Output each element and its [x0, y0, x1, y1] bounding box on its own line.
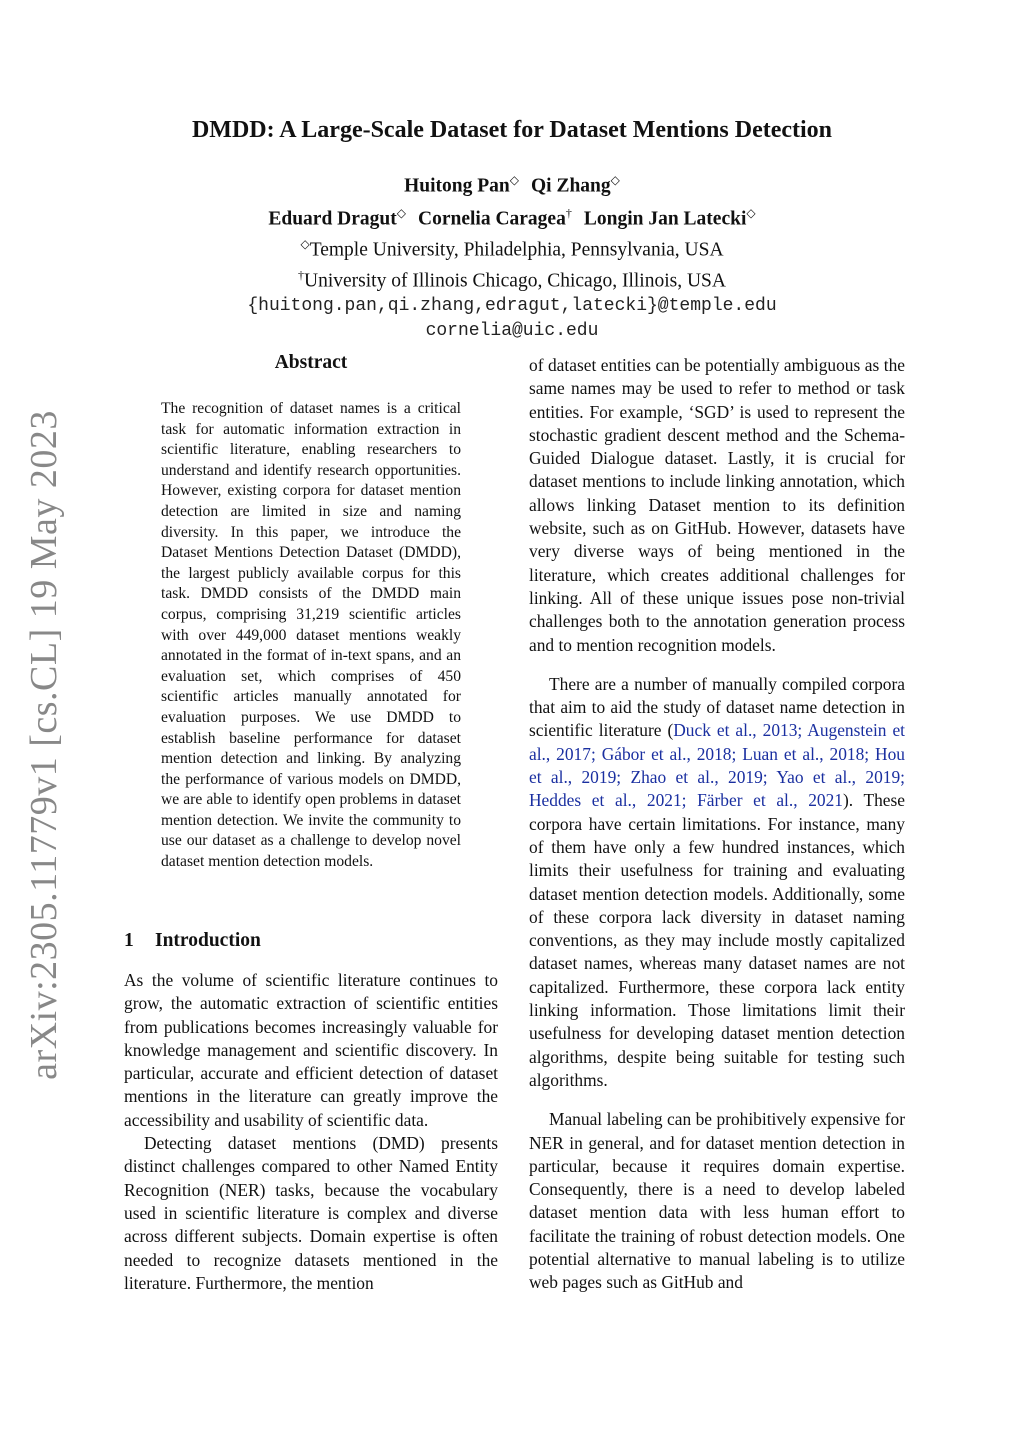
right-column [529, 354, 905, 1295]
author-name: Cornelia Caragea [418, 208, 566, 229]
section-title: Introduction [155, 930, 261, 951]
author-name: Longin Jan Latecki [583, 208, 747, 229]
affiliation-mark: † [298, 268, 305, 282]
citation-links[interactable]: Duck et al., 2013; Augenstein et al., 2017; Gábor et al., 2018; Luan et al., 2018; Hou et al., 2019; Zhao et al., 2019; Yao et al., 2019; Heddes et al., 2021; Färber et al., 2021 [529, 720, 905, 811]
arxiv-identifier-stamp: arXiv:2305.11779v1 [cs.CL] 19 May 2023 [23, 410, 65, 1080]
affiliation-mark: ◇ [396, 205, 406, 220]
author-line-2 [0, 200, 1024, 233]
section-heading-introduction [124, 930, 261, 952]
paragraph-text: ). These corpora have certain limitations. For instance, many of them have only a few hundred instances, which limits their usefulness for training and evaluating dataset mention detection models. Additionally, some of these corpora lack diversity in dataset naming conventions, as they may include mostly capitalized dataset names, whereas many dataset names are not capitalized. Furthermore, these corpora lack entity linking information. Those limitations limit their usefulness for developing dataset mention detection algorithms, despite being suitable for testing such algorithms. [529, 790, 905, 1090]
author-name: Eduard Dragut [268, 208, 397, 229]
email-uic: cornelia@uic.edu [425, 320, 599, 341]
affiliation-text: Temple University, Philadelphia, Pennsylvania, USA [309, 239, 724, 261]
right-paragraph-1: of dataset entities can be potentially ambiguous as the same names may be used to refer to method or task entities. For example, ‘SGD’ is used to represent the stochastic gradient descent method and the Schema-Guided Dialogue dataset. Lastly, it is crucial for dataset mentions to include linking annotation, which allows linking Dataset mention to its definition website, such as on GitHub. However, datasets have very diverse ways of being mentioned in the literature, which creates additional challenges for linking. All of these unique issues pose non-trivial challenges both to the annotation generation process and to mention recognition models. [529, 355, 905, 655]
affiliation-mark: ◇ [509, 173, 519, 187]
affiliation-temple [0, 232, 1024, 263]
abstract-heading: Abstract [274, 352, 348, 373]
paper-title: DMDD: A Large-Scale Dataset for Dataset Mentions Detection [191, 117, 833, 143]
affiliation-text: University of Illinois Chicago, Chicago, Illinois, USA [304, 270, 726, 292]
section-number: 1 [124, 930, 134, 951]
paragraph-text: There are a number of manually compiled corpora that aim to aid the study of dataset name detection in scientific literature ( [529, 673, 905, 741]
right-paragraph-3: Manual labeling can be prohibitively expensive for NER in general, and for dataset mention detection in particular, because it requires domain expertise. Consequently, there is a need to develop labeled dataset mention data with less human effort to facilitate the training of robust detection models. One potential alternative to manual labeling is to utilize web pages such as GitHub and [529, 1109, 905, 1293]
left-column [124, 969, 498, 1295]
abstract-text: The recognition of dataset names is a critical task for automatic information extraction in scientific literature, enabling researchers to understand and identify research opportunities. However, existing corpora for dataset mention detection are limited in size and naming diversity. In this paper, we introduce the Dataset Mentions Detection Dataset (DMDD), the largest publicly available corpus for this task. DMDD consists of the DMDD main corpus, comprising 31,219 scientific articles with over 449,000 dataset mentions weakly annotated in the format of in-text spans, and an evaluation set, which comprises of 450 scientific articles manually annotated for evaluation purposes. We use DMDD to establish baseline performance for dataset mention detection and linking. By analyzing the performance of various models on DMDD, we are able to identify open problems in dataset mention detection. We invite the community to use our dataset as a challenge to develop novel dataset mention detection models. [161, 400, 461, 871]
author-name: Qi Zhang [530, 175, 611, 197]
affiliation-mark: † [565, 205, 572, 220]
affiliation-mark: ◇ [746, 205, 756, 220]
affiliation-uic [0, 263, 1024, 294]
author-line-1 [0, 167, 1024, 200]
intro-paragraph-2: Detecting dataset mentions (DMD) presents distinct challenges compared to other Named Entity Recognition (NER) tasks, because the vocabulary used in scientific literature is complex and diverse across different subjects. Domain expertise is often needed to recognize datasets mentioned in the literature. Furthermore, the mention [124, 1133, 498, 1293]
affiliation-mark: ◇ [610, 173, 620, 187]
intro-paragraph-1: As the volume of scientific literature continues to grow, the automatic extraction of scientific entities from publications becomes increasingly valuable for knowledge management and scientific discovery. In particular, accurate and efficient detection of dataset mentions in the literature can greatly improve the accessibility and usability of scientific data. [124, 970, 498, 1130]
right-paragraph-2 [529, 673, 905, 1092]
author-block [0, 167, 1024, 343]
email-temple: {huitong.pan,qi.zhang,edragut,latecki}@temple.edu [247, 296, 777, 316]
affiliation-mark: ◇ [300, 237, 310, 251]
author-name: Huitong Pan [404, 175, 510, 197]
